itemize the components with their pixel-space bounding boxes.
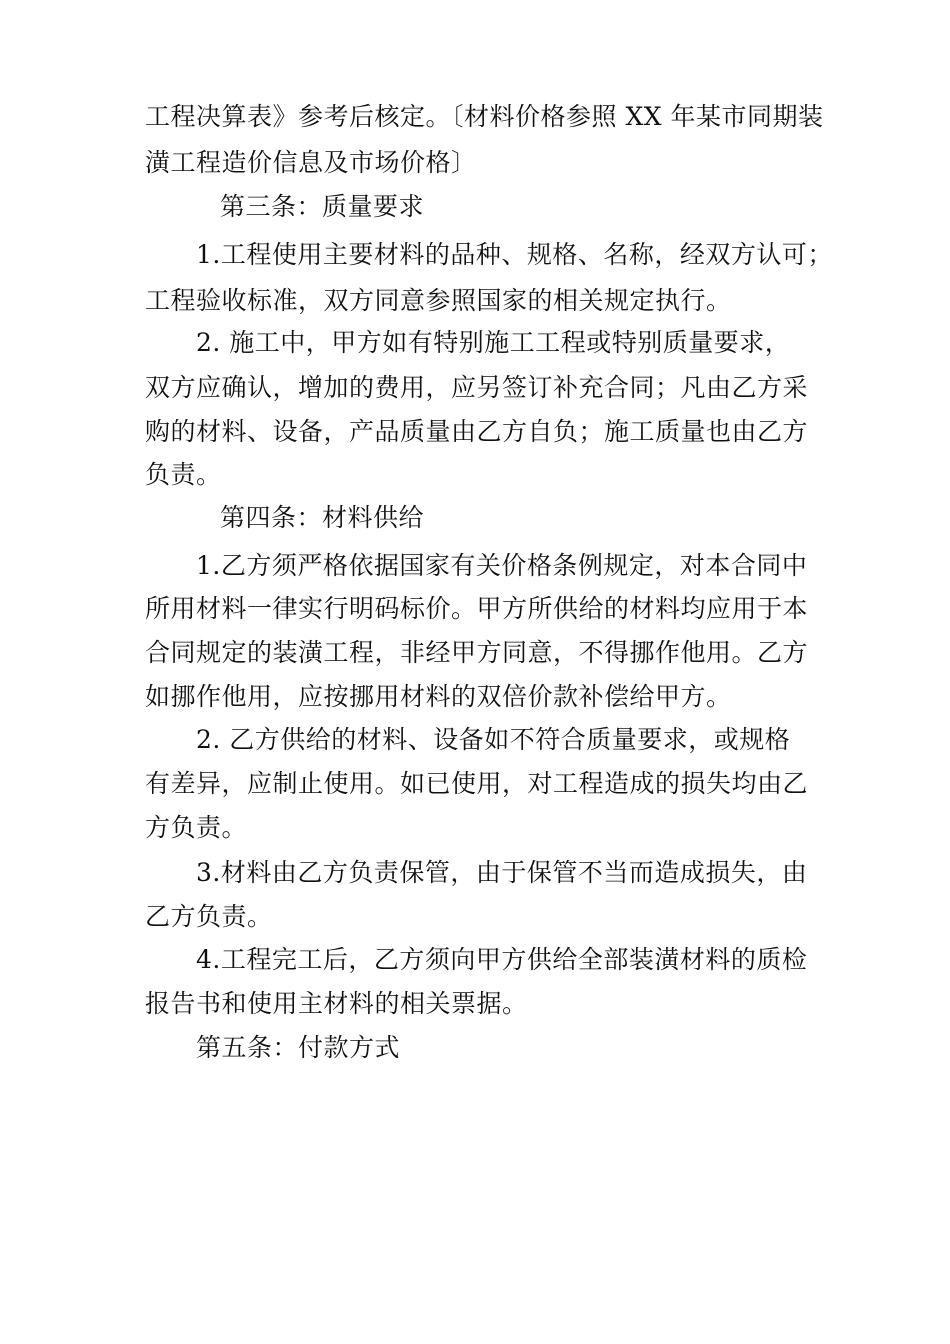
text-line: 2. 施工中，甲方如有特别施工工程或特别质量要求， [196, 328, 791, 357]
text-line: 双方应确认，增加的费用，应另签订补充合同；凡由乙方采 [145, 373, 809, 402]
text-line: 负责。 [145, 460, 222, 489]
text-line: 如挪作他用，应按挪用材料的双倍价款补偿给甲方。 [145, 682, 732, 711]
text-line: 报告书和使用主材料的相关票据。 [145, 989, 528, 1018]
text-line: 4.工程完工后，乙方须向甲方供给全部装潢材料的质检 [196, 945, 808, 974]
text-line: 3.材料由乙方负责保管，由于保管不当而造成损失，由 [196, 858, 808, 887]
text-line: 乙方负责。 [145, 902, 273, 931]
section-heading-3: 第三条：质量要求 [220, 192, 425, 221]
text-line: 所用材料一律实行明码标价。甲方所供给的材料均应用于本 [145, 594, 809, 623]
section-heading-5: 第五条：付款方式 [196, 1033, 401, 1062]
text-line: 潢工程造价信息及市场价格〕 [145, 148, 477, 177]
text-line: 有差异，应制止使用。如已使用，对工程造成的损失均由乙 [145, 769, 809, 798]
text-line: 合同规定的装潢工程，非经甲方同意，不得挪作他用。乙方 [145, 638, 809, 667]
text-line: 购的材料、设备，产品质量由乙方自负；施工质量也由乙方 [145, 417, 809, 446]
text-line: 工程决算表》参考后核定。〔材料价格参照 XX 年某市同期装 [145, 102, 824, 131]
text-line: 方负责。 [145, 813, 248, 842]
text-line: 1.乙方须严格依据国家有关价格条例规定，对本合同中 [196, 551, 808, 580]
text-line: 2. 乙方供给的材料、设备如不符合质量要求，或规格 [196, 725, 791, 754]
section-heading-4: 第四条：材料供给 [220, 503, 425, 532]
text-line: 1.工程使用主要材料的品种、规格、名称，经双方认可； [196, 240, 833, 269]
text-line: 工程验收标准，双方同意参照国家的相关规定执行。 [145, 286, 732, 315]
